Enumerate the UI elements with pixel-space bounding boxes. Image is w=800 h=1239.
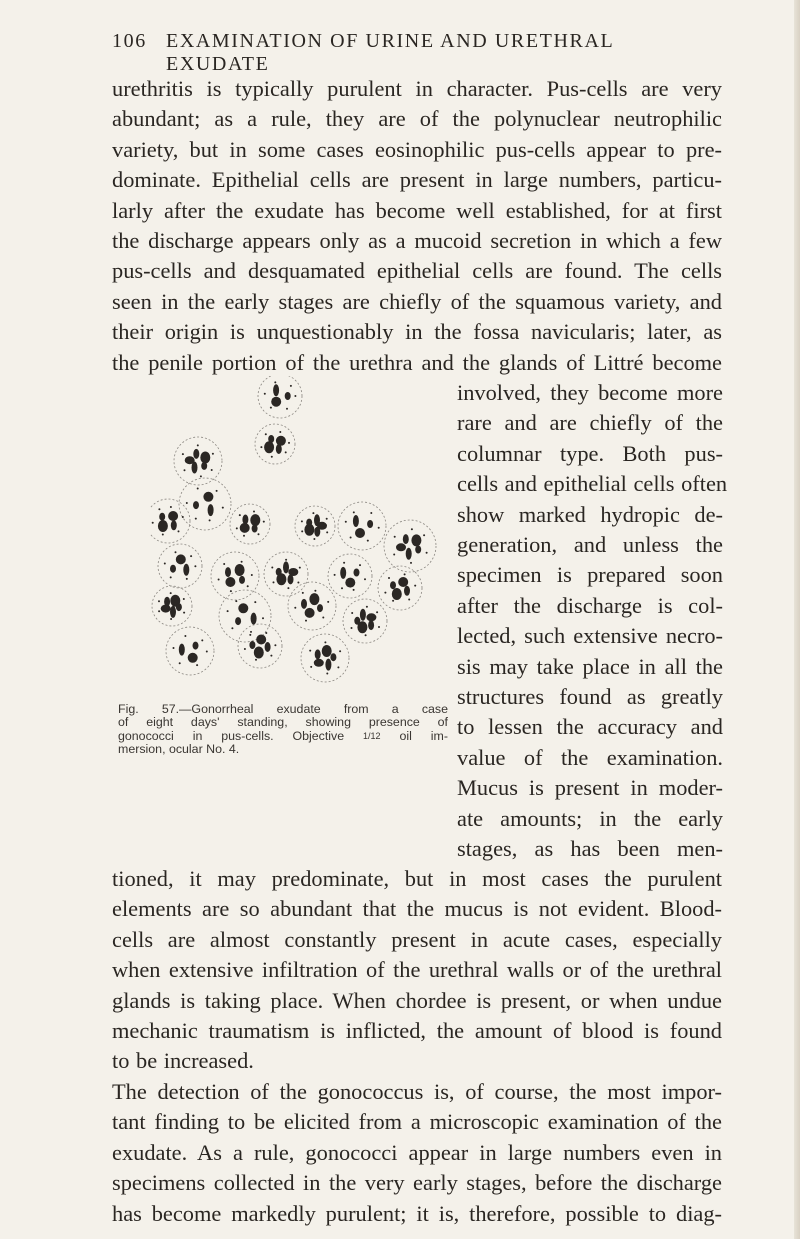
gonococcus-dot (170, 592, 172, 594)
gonococcus-dot (249, 634, 251, 636)
gonococcus-dot (236, 527, 238, 529)
gonococcus-dot (190, 555, 192, 557)
cell (179, 478, 231, 530)
cell-nucleus (360, 609, 366, 621)
gonococcus-dot (351, 612, 353, 614)
caption-line: mersion, ocular No. 4. (118, 741, 240, 756)
cell-nucleus (164, 597, 170, 607)
text-line: variety, but in some cases eosinophilic pus-cells appear to pre- (112, 136, 722, 162)
cell (384, 520, 436, 572)
gonococcus-dot (175, 551, 177, 553)
cell-outline (378, 566, 422, 610)
gonococcus-dot (423, 534, 425, 536)
text-line: larly after the exudate has become well established, for at first (112, 197, 722, 223)
gonococcus-dot (408, 599, 410, 601)
gonococcus-dot (258, 533, 260, 535)
cell (174, 437, 222, 485)
cell (158, 544, 202, 588)
cell-nucleus (208, 504, 214, 516)
gonococcus-dot (343, 562, 345, 564)
figure-57 (150, 376, 440, 701)
text-line: after the discharge is col- (457, 592, 723, 618)
text-line: glands is taking place. When chordee is present, or when undue (112, 987, 722, 1013)
cell-outline (343, 599, 387, 643)
gonococcus-dot (223, 563, 225, 565)
gonococcus-dot (393, 554, 395, 556)
cell (150, 499, 190, 543)
gonococcus-dot (384, 592, 386, 594)
gonococcus-dot (326, 518, 328, 520)
text-line: specimen is prepared soon (457, 562, 723, 588)
text-line: columnar type. Both pus- (457, 440, 723, 466)
text-line: seen in the early stages are chiefly of the squamous variety, and (112, 288, 722, 314)
gonococcus-dot (274, 644, 276, 646)
text-line: to lessen the accuracy and (457, 714, 723, 740)
gonococcus-dot (195, 518, 197, 520)
objective-fraction: 1/12 (363, 730, 381, 741)
cell-outline (295, 506, 335, 546)
text-line: specimens collected in the very early stages, before the discharge (112, 1170, 722, 1196)
gonococcus-dot (392, 600, 394, 602)
gonococcus-dot (324, 641, 326, 643)
cell-outline (152, 586, 192, 626)
cell-nucleus (176, 554, 186, 564)
cell-nucleus (170, 606, 176, 618)
gonococcus-dot (314, 590, 316, 592)
gonococcus-dot (286, 408, 288, 410)
cell-nucleus (225, 567, 231, 577)
gonococcus-dot (370, 512, 372, 514)
text-line: their origin is unquestionably in the fossa navicularis; later, as (112, 319, 722, 345)
gonococcus-dot (394, 536, 396, 538)
cell (152, 586, 192, 626)
running-title: EXAMINATION OF URINE AND URETHRAL EXUDATE (166, 30, 614, 75)
text-line: to be increased. (112, 1048, 254, 1074)
gonococcus-dot (327, 601, 329, 603)
gonococcus-dot (262, 617, 264, 619)
cell-nucleus (193, 501, 199, 509)
gonococcus-dot (359, 564, 361, 566)
caption-line (118, 730, 448, 743)
cell-nucleus (158, 520, 168, 532)
gonococcus-dot (178, 530, 180, 532)
gonococcus-dot (345, 521, 347, 523)
gonococcus-dot (364, 578, 366, 580)
gonococcus-dot (274, 381, 276, 383)
cell-outline (301, 634, 349, 682)
gonococcus-dot (251, 574, 253, 576)
gonococcus-dot (411, 528, 413, 530)
cell-nucleus (288, 574, 294, 584)
cell (211, 552, 259, 600)
cell-nucleus (249, 641, 255, 649)
text-line: ate amounts; in the early (457, 805, 723, 831)
cell (230, 504, 270, 544)
gonococcus-dot (309, 650, 311, 652)
gonococcus-dot (254, 601, 256, 603)
cell-nucleus (201, 462, 207, 470)
cell (288, 582, 336, 630)
gonococcus-dot (183, 612, 185, 614)
cell-outline (255, 424, 295, 464)
caption-line-tail: oil im- (399, 728, 448, 743)
cell-outline (174, 437, 222, 485)
gonococcus-dot (410, 562, 412, 564)
cell-nucleus (314, 527, 320, 537)
cell-nucleus (354, 617, 360, 625)
gonococcus-dot (310, 666, 312, 668)
cell-nucleus (396, 543, 406, 551)
cell-nucleus (271, 397, 281, 407)
cell-nucleus (200, 452, 210, 464)
gonococcus-dot (263, 521, 265, 523)
cell-nucleus (353, 515, 359, 527)
cell-nucleus (238, 603, 248, 613)
gonococcus-dot (350, 537, 352, 539)
text-line: The detection of the gonococcus is, of course, the most impor- (112, 1079, 722, 1104)
gonococcus-dot (279, 431, 281, 433)
gonococcus-dot (353, 511, 355, 513)
gonococcus-dot (241, 561, 243, 563)
gonococcus-dot (211, 469, 213, 471)
cell-nucleus (264, 441, 274, 453)
gonococcus-dot (270, 655, 272, 657)
gonococcus-dot (313, 538, 315, 540)
text-line: the penile portion of the urethra and the glands of Littré become (112, 349, 722, 375)
gonococcus-dot (265, 632, 267, 634)
cell-nucleus (325, 659, 331, 671)
text-line: when extensive infiltration of the urethral walls or of the urethral (112, 957, 722, 983)
caption-line-text: gonococci in pus-cells. Objective (118, 728, 345, 743)
cell-nucleus (367, 520, 373, 528)
gonococcus-dot (294, 395, 296, 397)
cell-nucleus (193, 449, 199, 459)
gonococcus-dot (285, 451, 287, 453)
gonococcus-dot (351, 627, 353, 629)
gonococcus-dot (239, 514, 241, 516)
text-line: sis may take place in all the (457, 653, 723, 679)
cell-nucleus (188, 653, 198, 663)
gonococcus-dot (186, 502, 188, 504)
gonococcus-dot (337, 666, 339, 668)
gonococcus-dot (301, 520, 303, 522)
gonococcus-dot (255, 659, 257, 661)
cell (166, 627, 214, 675)
gonococcus-dot (322, 617, 324, 619)
gonococcus-dot (164, 563, 166, 565)
gonococcus-dot (197, 488, 199, 490)
cell-nucleus (406, 548, 412, 560)
text-line: pus-cells and desquamated epithelial cells are found. The cells (112, 258, 722, 284)
cell-nucleus (176, 603, 182, 611)
text-line: rare and are chiefly of the (457, 410, 723, 436)
gonococcus-dot (231, 627, 233, 629)
cell (264, 552, 308, 596)
gonococcus-dot (179, 662, 181, 664)
cell-nucleus (185, 456, 195, 464)
figure-caption (118, 703, 448, 756)
cell-nucleus (355, 528, 365, 538)
gonococcus-dot (312, 512, 314, 514)
cell-nucleus (273, 384, 279, 396)
gonococcus-dot (158, 600, 160, 602)
cell (343, 599, 387, 643)
gonococcus-dot (294, 607, 296, 609)
cell-nucleus (404, 586, 410, 596)
text-line: has become markedly purulent; it is, therefore, possible to diag- (112, 1200, 722, 1226)
gonococcus-dot (244, 648, 246, 650)
gonococcus-dot (222, 507, 224, 509)
gonococcus-dot (250, 631, 252, 633)
gonococcus-dot (285, 559, 287, 561)
cell-nucleus (179, 644, 185, 656)
cell (255, 424, 295, 464)
gonococcus-dot (209, 519, 211, 521)
cell-outline (338, 502, 386, 550)
gonococcus-dot (182, 516, 184, 518)
cell (295, 506, 335, 546)
cell-nucleus (314, 659, 324, 667)
cell-nucleus (268, 435, 274, 443)
cell-outline (150, 499, 190, 543)
cell-nucleus (340, 567, 346, 579)
cell (378, 566, 422, 610)
gonococcus-dot (170, 576, 172, 578)
gonococcus-dot (170, 618, 172, 620)
gonococcus-dot (297, 582, 299, 584)
gonococcus-dot (158, 610, 160, 612)
cell-nucleus (251, 613, 257, 625)
gonococcus-dot (253, 511, 255, 513)
cell-nucleus (368, 620, 374, 630)
gonococcus-dot (227, 610, 229, 612)
gonococcus-dot (271, 456, 273, 458)
text-line: exudate. As a rule, gonococci appear in large numbers even in (112, 1139, 722, 1165)
gonococcus-dot (184, 469, 186, 471)
gonococcus-dot (264, 393, 266, 395)
cell-nucleus (193, 642, 199, 650)
text-line: involved, they become more (457, 380, 723, 405)
cell-nucleus (309, 593, 319, 605)
cell-outline (328, 554, 372, 598)
gonococcus-dot (301, 530, 303, 532)
text-line: mechanic traumatism is inflicted, the amount of blood is found (112, 1018, 722, 1043)
gonococcus-dot (271, 567, 273, 569)
gonococcus-dot (326, 531, 328, 533)
gonococcus-dot (162, 534, 164, 536)
cell-nucleus (283, 561, 289, 573)
gonococcus-dot (288, 442, 290, 444)
text-line: value of the examination. (457, 744, 723, 770)
gonococcus-dot (302, 592, 304, 594)
cell-nucleus (183, 564, 189, 576)
cell-nucleus (171, 520, 177, 530)
cell-outline (288, 582, 336, 630)
gonococcus-dot (212, 453, 214, 455)
gonococcus-dot (152, 522, 154, 524)
cell-nucleus (306, 519, 312, 527)
gonococcus-dot (183, 598, 185, 600)
gonococcus-dot (186, 578, 188, 580)
text-line: lected, such extensive necro- (457, 623, 723, 649)
cell-nucleus (305, 608, 315, 618)
cell-nucleus (252, 525, 258, 533)
cell-nucleus (235, 564, 245, 576)
cell-nucleus (250, 514, 260, 526)
cell-nucleus (398, 577, 408, 587)
cell-nucleus (254, 647, 264, 659)
gonococcus-dot (260, 446, 262, 448)
cell-nucleus (168, 511, 178, 521)
cell (338, 502, 386, 550)
gonococcus-dot (290, 385, 292, 387)
gonococcus-dot (158, 508, 160, 510)
cell-nucleus (203, 492, 213, 502)
cell-nucleus (366, 613, 376, 621)
cell-nucleus (256, 635, 266, 645)
cell-nucleus (170, 565, 176, 573)
cell-nucleus (411, 534, 421, 546)
gonococcus-dot (216, 490, 218, 492)
cell-nucleus (315, 649, 321, 659)
cell-nucleus (235, 617, 241, 625)
gonococcus-dot (404, 573, 406, 575)
gonococcus-dot (200, 475, 202, 477)
caption-line: of eight days' standing, showing presence of (118, 715, 448, 730)
cell-nucleus (239, 576, 245, 584)
cell-outline (230, 504, 270, 544)
cell (301, 634, 349, 682)
gonococcus-dot (388, 577, 390, 579)
gonococcus-dot (305, 620, 307, 622)
cell-nucleus (322, 645, 332, 657)
page-number: 106 (112, 30, 147, 52)
gonococcus-dot (206, 651, 208, 653)
cell-outline (264, 552, 308, 596)
cell-nucleus (345, 578, 355, 588)
text-line: show marked hydropic de- (457, 501, 723, 527)
gonococcus-dot (341, 587, 343, 589)
text-line: elements are so abundant that the mucus is not evident. Blood- (112, 896, 722, 922)
text-line: generation, and unless the (457, 532, 723, 557)
text-line: cells are almost constantly present in acute cases, especially (112, 926, 722, 952)
cell-nucleus (276, 436, 286, 446)
page-edge (794, 0, 800, 1239)
cell-nucleus (301, 599, 307, 609)
gonococcus-dot (170, 506, 172, 508)
cell-nucleus (403, 534, 409, 544)
gonococcus-dot (378, 527, 380, 529)
gonococcus-dot (173, 647, 175, 649)
cell-outline (219, 590, 271, 642)
gonococcus-dot (367, 540, 369, 542)
gonococcus-dot (299, 567, 301, 569)
text-line: structures found as greatly (457, 684, 723, 709)
cell-nucleus (240, 523, 250, 533)
gonococcus-dot (184, 635, 186, 637)
cell (258, 376, 302, 418)
gonococcus-dot (194, 565, 196, 567)
gonococcus-dot (235, 600, 237, 602)
gonococcus-dot (270, 407, 272, 409)
text-line: urethritis is typically purulent in character. Pus-cells are very (112, 76, 722, 101)
cell-nucleus (330, 653, 336, 661)
text-line: abundant; as a rule, they are of the polynuclear neutrophilic (112, 106, 722, 132)
gonococcus-dot (378, 626, 380, 628)
gonococcus-dot (365, 634, 367, 636)
gonococcus-dot (243, 535, 245, 537)
gonococcus-dot (182, 453, 184, 455)
gonococcus-dot (197, 444, 199, 446)
cell-nucleus (276, 568, 282, 576)
gonococcus-dot (353, 589, 355, 591)
text-line: cells and epithelial cells often (457, 471, 728, 497)
gonococcus-dot (247, 585, 249, 587)
gonococcus-dot (218, 579, 220, 581)
gonococcus-dot (201, 639, 203, 641)
cell (219, 590, 271, 642)
cell-nucleus (354, 569, 360, 577)
caption-line: Fig. 57.—Gonorrheal exudate from a case (118, 702, 448, 716)
gonococcus-dot (287, 587, 289, 589)
gonococcus-dot (414, 585, 416, 587)
gonococcus-dot (196, 664, 198, 666)
running-header (112, 30, 722, 75)
cell-nucleus (159, 513, 165, 521)
cell-nucleus (265, 642, 271, 652)
gonococcus-dot (426, 552, 428, 554)
cell-outline (384, 520, 436, 572)
gonococcus-dot (230, 590, 232, 592)
cell-nucleus (415, 546, 421, 554)
text-line: stages, as has been men- (457, 836, 723, 861)
cell (238, 624, 282, 668)
cell-nucleus (285, 392, 291, 400)
cell-nucleus (317, 604, 323, 612)
gonococcus-dot (339, 650, 341, 652)
text-line: dominate. Epithelial cells are present in large numbers, particu- (112, 167, 722, 193)
text-line: the discharge appears only as a mucoid secretion in which a few (112, 228, 722, 253)
gonococcus-dot (366, 606, 368, 608)
text-line: Mucus is present in moder- (457, 775, 723, 801)
cell (328, 554, 372, 598)
cell-nucleus (390, 581, 396, 589)
text-line: tant finding to be elicited from a microscopic examination of the (112, 1109, 722, 1135)
micrograph-illustration (150, 376, 440, 701)
cell-nucleus (225, 577, 235, 587)
gonococcus-dot (326, 673, 328, 675)
gonococcus-dot (273, 581, 275, 583)
gonococcus-dot (265, 433, 267, 435)
gonococcus-dot (334, 574, 336, 576)
gonococcus-dot (376, 611, 378, 613)
text-line: tioned, it may predominate, but in most cases the purulent (112, 866, 722, 891)
cell-nucleus (392, 588, 402, 600)
